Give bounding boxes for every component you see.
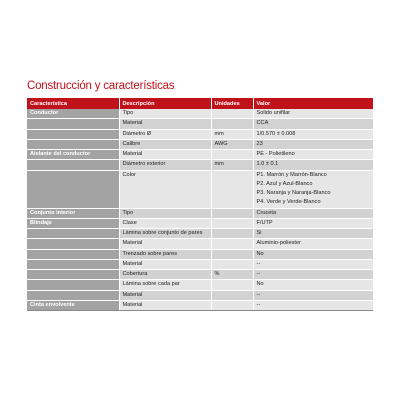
table-row [27, 139, 373, 149]
category-cell [27, 170, 119, 208]
header-descripcion: Descripción [119, 98, 211, 109]
table-row [27, 270, 373, 280]
unit-cell: mm [211, 129, 253, 139]
description-cell: Lámina sobre cada par [119, 280, 211, 290]
header-caracteristica: Característica [27, 98, 119, 109]
table-row [27, 208, 373, 218]
category-cell [27, 139, 119, 149]
description-cell: Trenzado sobre pares [119, 249, 211, 259]
category-cell [27, 239, 119, 249]
value-cell: PE - Polietileno [253, 150, 373, 160]
value-cell: Si [253, 229, 373, 239]
description-cell: Color [119, 170, 211, 208]
category-cell: Aislante del conductor [27, 150, 119, 160]
table-row [27, 160, 373, 170]
description-cell: Tipo [119, 109, 211, 119]
value-cell: 1/0.570 ± 0.008 [253, 129, 373, 139]
description-cell: Lámina sobre conjunto de pares [119, 229, 211, 239]
category-cell: Conductor [27, 109, 119, 119]
description-cell: Material [119, 290, 211, 300]
table-row [27, 259, 373, 269]
description-cell: Material [119, 239, 211, 249]
unit-cell: % [211, 270, 253, 280]
table-row [27, 249, 373, 259]
description-cell: Tipo [119, 208, 211, 218]
category-cell: Conjunto interior [27, 208, 119, 218]
value-cell: Solido unifilar [253, 109, 373, 119]
table-row [27, 218, 373, 228]
unit-cell [211, 208, 253, 218]
category-cell [27, 129, 119, 139]
category-cell: Blindaje [27, 218, 119, 228]
unit-cell: AWG [211, 139, 253, 149]
unit-cell [211, 150, 253, 160]
spec-table [27, 98, 373, 311]
table-row [27, 129, 373, 139]
value-line: P3. Naranja y Naranja-Blanco [256, 190, 331, 196]
table-row [27, 239, 373, 249]
unit-cell [211, 259, 253, 269]
description-cell: Diámetro Ø [119, 129, 211, 139]
value-line: P2. Azul y Azul-Blanco [256, 180, 313, 187]
unit-cell [211, 249, 253, 259]
category-cell [27, 160, 119, 170]
unit-cell [211, 290, 253, 300]
table-row [27, 109, 373, 119]
value-cell: 1.0 ± 0.1 [253, 160, 373, 170]
table-body [27, 109, 373, 311]
value-cell: Aluminio-poliester [253, 239, 373, 249]
category-cell [27, 259, 119, 269]
value-cell: CCA [253, 119, 373, 129]
category-cell [27, 229, 119, 239]
unit-cell: mm [211, 160, 253, 170]
value-cell: No [253, 280, 373, 290]
table-row [27, 280, 373, 290]
description-cell: Clase [119, 218, 211, 228]
value-cell: -- [253, 300, 373, 310]
unit-cell [211, 170, 253, 208]
category-cell [27, 280, 119, 290]
value-line: P1. Marrón y Marrón-Blanco [256, 171, 327, 178]
value-cell: -- [253, 270, 373, 280]
value-cell: -- [253, 259, 373, 269]
description-cell: Material [119, 300, 211, 310]
category-cell [27, 290, 119, 300]
unit-cell [211, 218, 253, 228]
unit-cell [211, 109, 253, 119]
value-line: P4. Verde y Verde-Blanco [256, 199, 321, 206]
description-cell: Material [119, 150, 211, 160]
table-row [27, 300, 373, 310]
value-cell: -- [253, 290, 373, 300]
category-cell [27, 249, 119, 259]
value-cell: 23 [253, 139, 373, 149]
header-unidades: Unidades [211, 98, 253, 109]
value-cell: No [253, 249, 373, 259]
value-cell: F/UTP [253, 218, 373, 228]
table-row [27, 290, 373, 300]
description-cell: Calibre [119, 139, 211, 149]
unit-cell [211, 239, 253, 249]
unit-cell [211, 300, 253, 310]
unit-cell [211, 229, 253, 239]
description-cell: Diámetro exterior [119, 160, 211, 170]
table-row [27, 150, 373, 160]
table-row [27, 170, 373, 208]
unit-cell [211, 280, 253, 290]
table-row [27, 119, 373, 129]
value-cell: Cruceta [253, 208, 373, 218]
description-cell: Material [119, 259, 211, 269]
description-cell: Cobertura [119, 270, 211, 280]
description-cell: Material [119, 119, 211, 129]
value-cell [253, 170, 373, 208]
category-cell [27, 119, 119, 129]
table-row [27, 229, 373, 239]
category-cell [27, 270, 119, 280]
header-valor: Valor [253, 98, 373, 109]
table-header-row [27, 98, 373, 109]
page-title: Construcción y características [27, 80, 175, 92]
category-cell: Cinta envolvente [27, 300, 119, 310]
unit-cell [211, 119, 253, 129]
